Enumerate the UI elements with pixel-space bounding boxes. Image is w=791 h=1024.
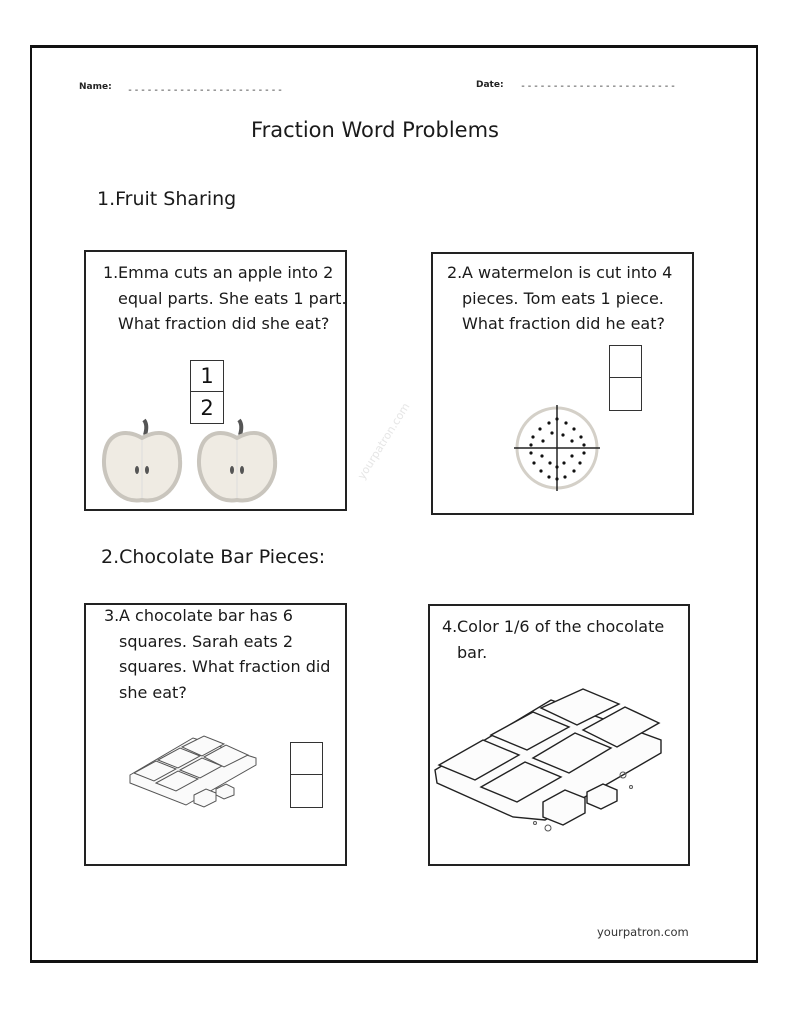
problem-3-text xyxy=(104,603,354,705)
name-field[interactable]: ------------------------ xyxy=(127,85,284,96)
answer-denominator[interactable] xyxy=(610,378,641,410)
answer-denominator[interactable] xyxy=(291,775,322,807)
problem-body: Color 1/6 of the chocolate bar. xyxy=(457,617,665,662)
watermark: yourpatron.com xyxy=(355,400,413,482)
problem-1-text xyxy=(103,260,353,337)
problem-body: A watermelon is cut into 4 pieces. Tom eats 1 piece. What fraction did he eat? xyxy=(462,263,673,333)
answer-denominator[interactable]: 2 xyxy=(200,395,214,420)
watermelon-icon xyxy=(514,405,600,491)
problem-body: Emma cuts an apple into 2 equal parts. She eats 1 part. What fraction did she eat? xyxy=(118,263,347,333)
apple-half-icon xyxy=(104,420,180,501)
name-label: Name: xyxy=(79,82,112,92)
date-label: Date: xyxy=(476,80,504,90)
footer-site: yourpatron.com xyxy=(597,925,689,939)
page-title: Fraction Word Problems xyxy=(251,118,499,142)
section-heading-fruit-sharing: 1.Fruit Sharing xyxy=(97,188,237,210)
answer-fraction-box-1[interactable] xyxy=(190,360,224,424)
problem-number: 4. xyxy=(442,617,458,636)
apple-half-icon xyxy=(199,420,275,501)
answer-fraction-box-2[interactable] xyxy=(609,345,642,411)
date-field[interactable]: ------------------------ xyxy=(520,81,677,92)
problem-4-text xyxy=(442,614,687,665)
problem-2-text xyxy=(447,260,692,337)
section-heading-chocolate-bar: 2.Chocolate Bar Pieces: xyxy=(101,546,326,568)
answer-fraction-box-3[interactable] xyxy=(290,742,323,808)
chocolate-bar-large-icon[interactable] xyxy=(433,695,668,835)
problem-number: 3. xyxy=(104,606,120,625)
problem-number: 1. xyxy=(103,263,119,282)
problem-number: 2. xyxy=(447,263,463,282)
answer-numerator[interactable] xyxy=(291,743,322,775)
apple-halves-illustration xyxy=(100,420,340,510)
answer-numerator[interactable]: 1 xyxy=(191,361,223,392)
answer-numerator[interactable] xyxy=(610,346,641,378)
chocolate-bar-icon xyxy=(128,733,263,813)
problem-body: A chocolate bar has 6 squares. Sarah eats 2 squares. What fraction did she eat? xyxy=(119,606,331,702)
